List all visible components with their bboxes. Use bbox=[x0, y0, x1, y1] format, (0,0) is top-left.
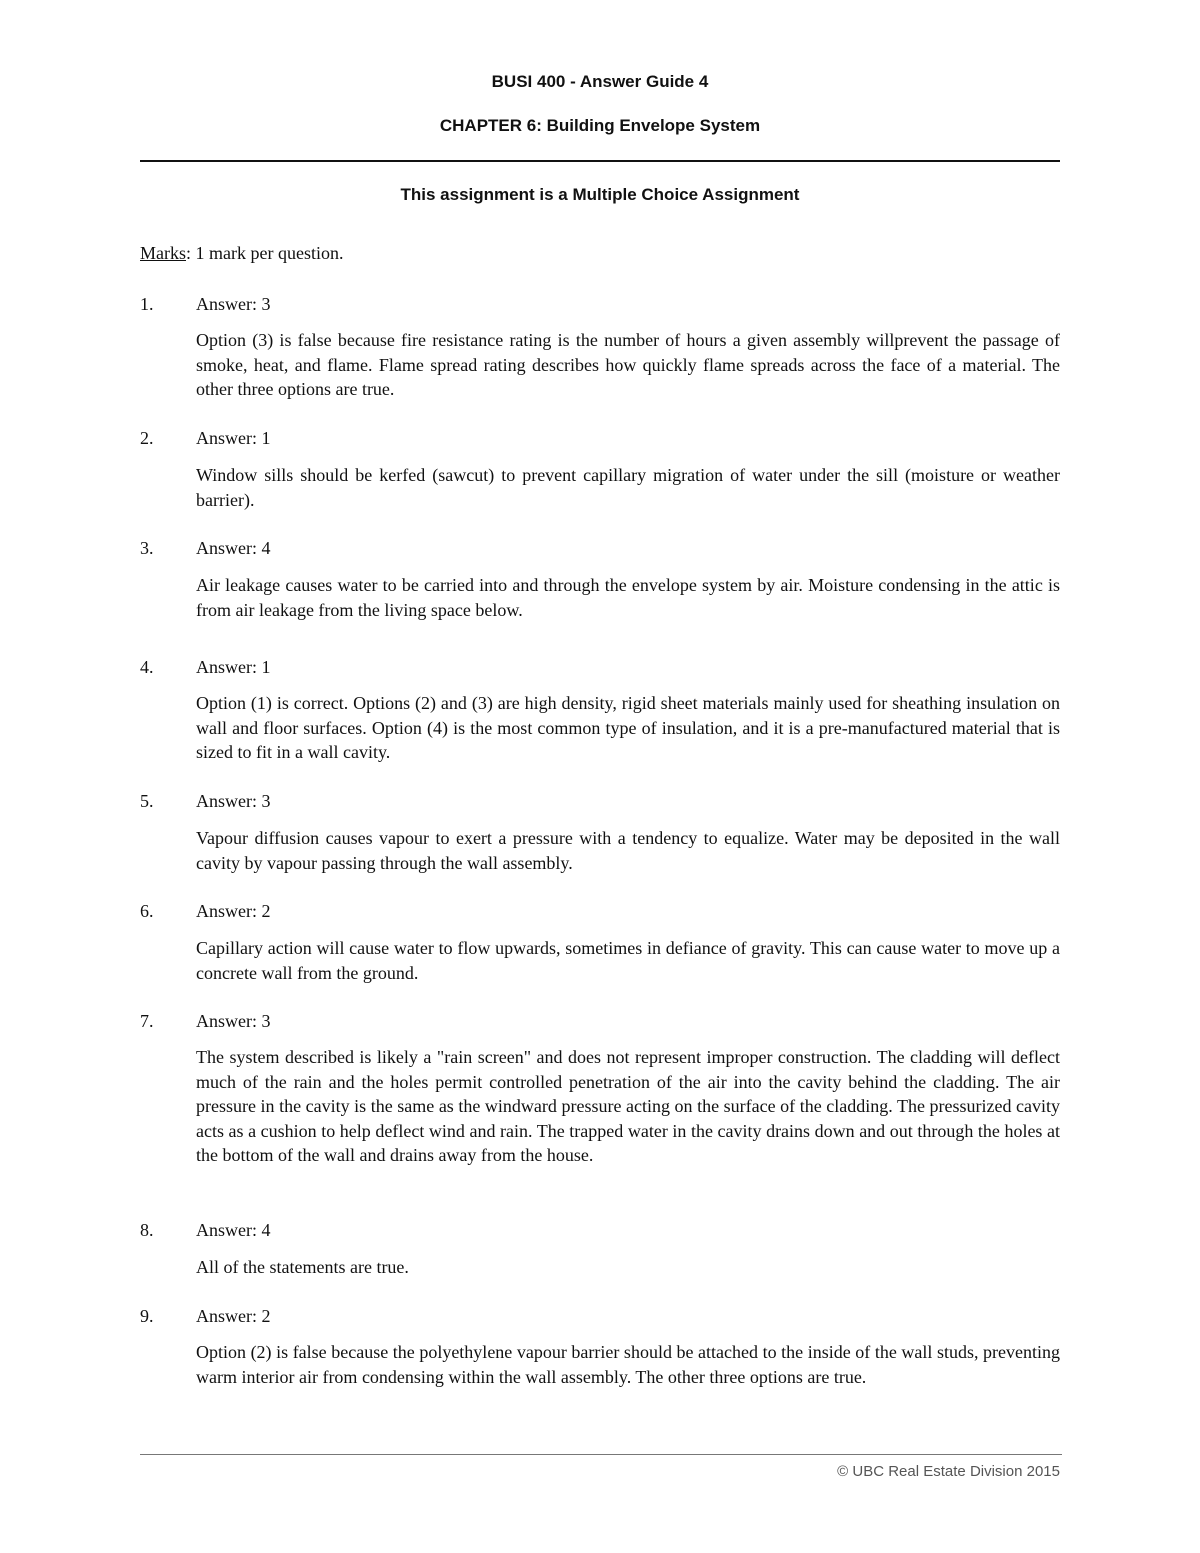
question-answer: Answer: 1 bbox=[196, 657, 271, 677]
question-number: 6. bbox=[140, 901, 154, 921]
question-answer: Answer: 2 bbox=[196, 901, 271, 921]
question-answer: Answer: 3 bbox=[196, 294, 271, 314]
question-number: 3. bbox=[140, 538, 154, 558]
question-explanation: All of the statements are true. bbox=[196, 1257, 409, 1277]
question-explanation: Option (3) is false because fire resistance rating is the number of hours a given assembly willprevent the passage of smoke, heat, and flame. Flame spread rating describes how quickly flame spreads across the face of a material. The other three options are true. bbox=[196, 330, 1060, 400]
marks-line bbox=[140, 243, 343, 264]
footer-divider bbox=[140, 1454, 1062, 1455]
marks-label: Marks bbox=[140, 243, 186, 263]
question-answer: Answer: 4 bbox=[196, 1220, 271, 1240]
question-explanation: Option (1) is correct. Options (2) and (3) are high density, rigid sheet materials mainly used for sheathing insulation on wall and floor surfaces. Option (4) is the most common type of insulation, and it is a pre-manufactured material that is sized to fit in a wall cavity. bbox=[196, 693, 1060, 763]
question-explanation: Window sills should be kerfed (sawcut) to prevent capillary migration of water under the sill (moisture or weather barrier). bbox=[196, 465, 1060, 510]
assignment-type-heading: This assignment is a Multiple Choice Assignment bbox=[400, 185, 800, 204]
question-explanation: Vapour diffusion causes vapour to exert a pressure with a tendency to equalize. Water may be deposited in the wall cavity by vapour passing through the wall assembly. bbox=[196, 828, 1060, 873]
question-answer: Answer: 3 bbox=[196, 1011, 271, 1031]
marks-text: : 1 mark per question. bbox=[186, 243, 344, 263]
footer-copyright: © UBC Real Estate Division 2015 bbox=[837, 1463, 1060, 1480]
question-number: 7. bbox=[140, 1011, 154, 1031]
question-answer: Answer: 3 bbox=[196, 791, 271, 811]
question-explanation: The system described is likely a "rain screen" and does not represent improper construction. The cladding will deflect much of the rain and the holes permit controlled penetration of the air into the cavity behind the cladding. The air pressure in the cavity is the same as the windward pressure acting on the surface of the cladding. The pressurized cavity acts as a cushion to help deflect wind and rain. The trapped water in the cavity drains down and out through the holes at the bottom of the wall and drains away from the house. bbox=[196, 1047, 1060, 1166]
question-number: 4. bbox=[140, 657, 154, 677]
question-explanation: Air leakage causes water to be carried into and through the envelope system by air. Moisture condensing in the attic is from air leakage from the living space below. bbox=[196, 575, 1060, 620]
header-divider bbox=[140, 160, 1060, 162]
chapter-heading: CHAPTER 6: Building Envelope System bbox=[439, 116, 761, 135]
question-answer: Answer: 2 bbox=[196, 1306, 271, 1326]
document-title: BUSI 400 - Answer Guide 4 bbox=[491, 72, 709, 91]
question-answer: Answer: 4 bbox=[196, 538, 271, 558]
question-explanation: Option (2) is false because the polyethylene vapour barrier should be attached to the inside of the wall studs, preventing warm interior air from condensing within the wall assembly. The other three options are true. bbox=[196, 1342, 1060, 1387]
question-number: 5. bbox=[140, 791, 154, 811]
question-explanation: Capillary action will cause water to flow upwards, sometimes in defiance of gravity. This can cause water to move up a concrete wall from the ground. bbox=[196, 938, 1060, 983]
question-number: 8. bbox=[140, 1220, 154, 1240]
question-answer: Answer: 1 bbox=[196, 428, 271, 448]
question-number: 2. bbox=[140, 428, 154, 448]
question-number: 1. bbox=[140, 294, 154, 314]
question-number: 9. bbox=[140, 1306, 154, 1326]
